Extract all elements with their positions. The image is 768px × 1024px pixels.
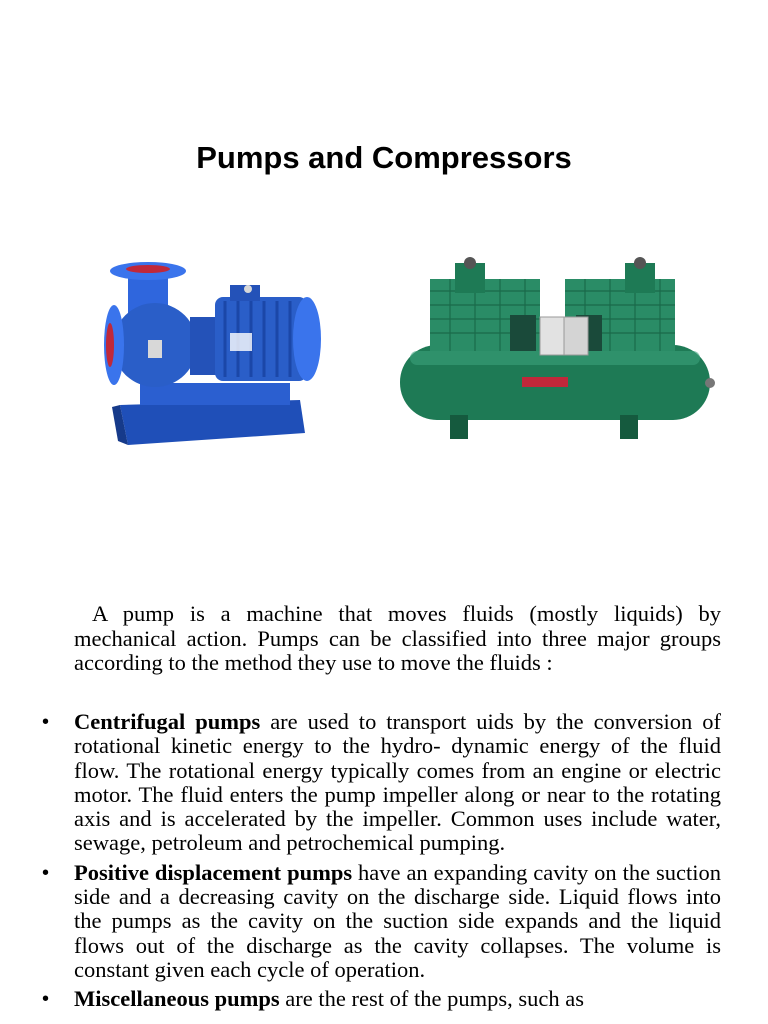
centrifugal-pump-icon: [100, 255, 325, 450]
list-item: [42, 986, 721, 1012]
list-item-text: have an expanding cavity on the suction side and a decreasing cavity on the discharge side. Liquid flows into the pumps as the cavity on the suction side expands and the liquid flows out of the discharge as the cavity collapses. The volume is constant given each cycle of operation.: [74, 859, 721, 982]
bullet-icon: •: [42, 988, 50, 1011]
bullet-icon: •: [42, 861, 50, 884]
list-item-term: Miscellaneous pumps: [74, 986, 280, 1012]
list-item: [42, 859, 721, 982]
list-item-term: Positive displacement pumps: [74, 859, 353, 885]
pump-types-list: [0, 710, 768, 1017]
list-item-text: are used to transport uids by the conversion of rotational kinetic energy to the hydro- dynamic energy of the fluid flow. The rotational energy typically comes from an engine or electric motor. The fluid enters the pump impeller along or near to the rotating axis and is accelerated by the impeller. Common uses include water, sewage, petroleum and petrochemical pumping.: [74, 709, 721, 856]
list-item-term: Centrifugal pumps: [74, 709, 261, 734]
air-compressor-icon: [390, 255, 720, 445]
intro-paragraph: A pump is a machine that moves fluids (mostly liquids) by mechanical action. Pumps can be classified into three major groups according to the method they use to move the fluids :: [74, 601, 721, 675]
page-title: Pumps and Compressors: [196, 140, 572, 175]
bullet-icon: •: [42, 711, 50, 733]
list-item: [42, 709, 721, 856]
list-item-text: are the rest of the pumps, such as: [279, 986, 584, 1012]
